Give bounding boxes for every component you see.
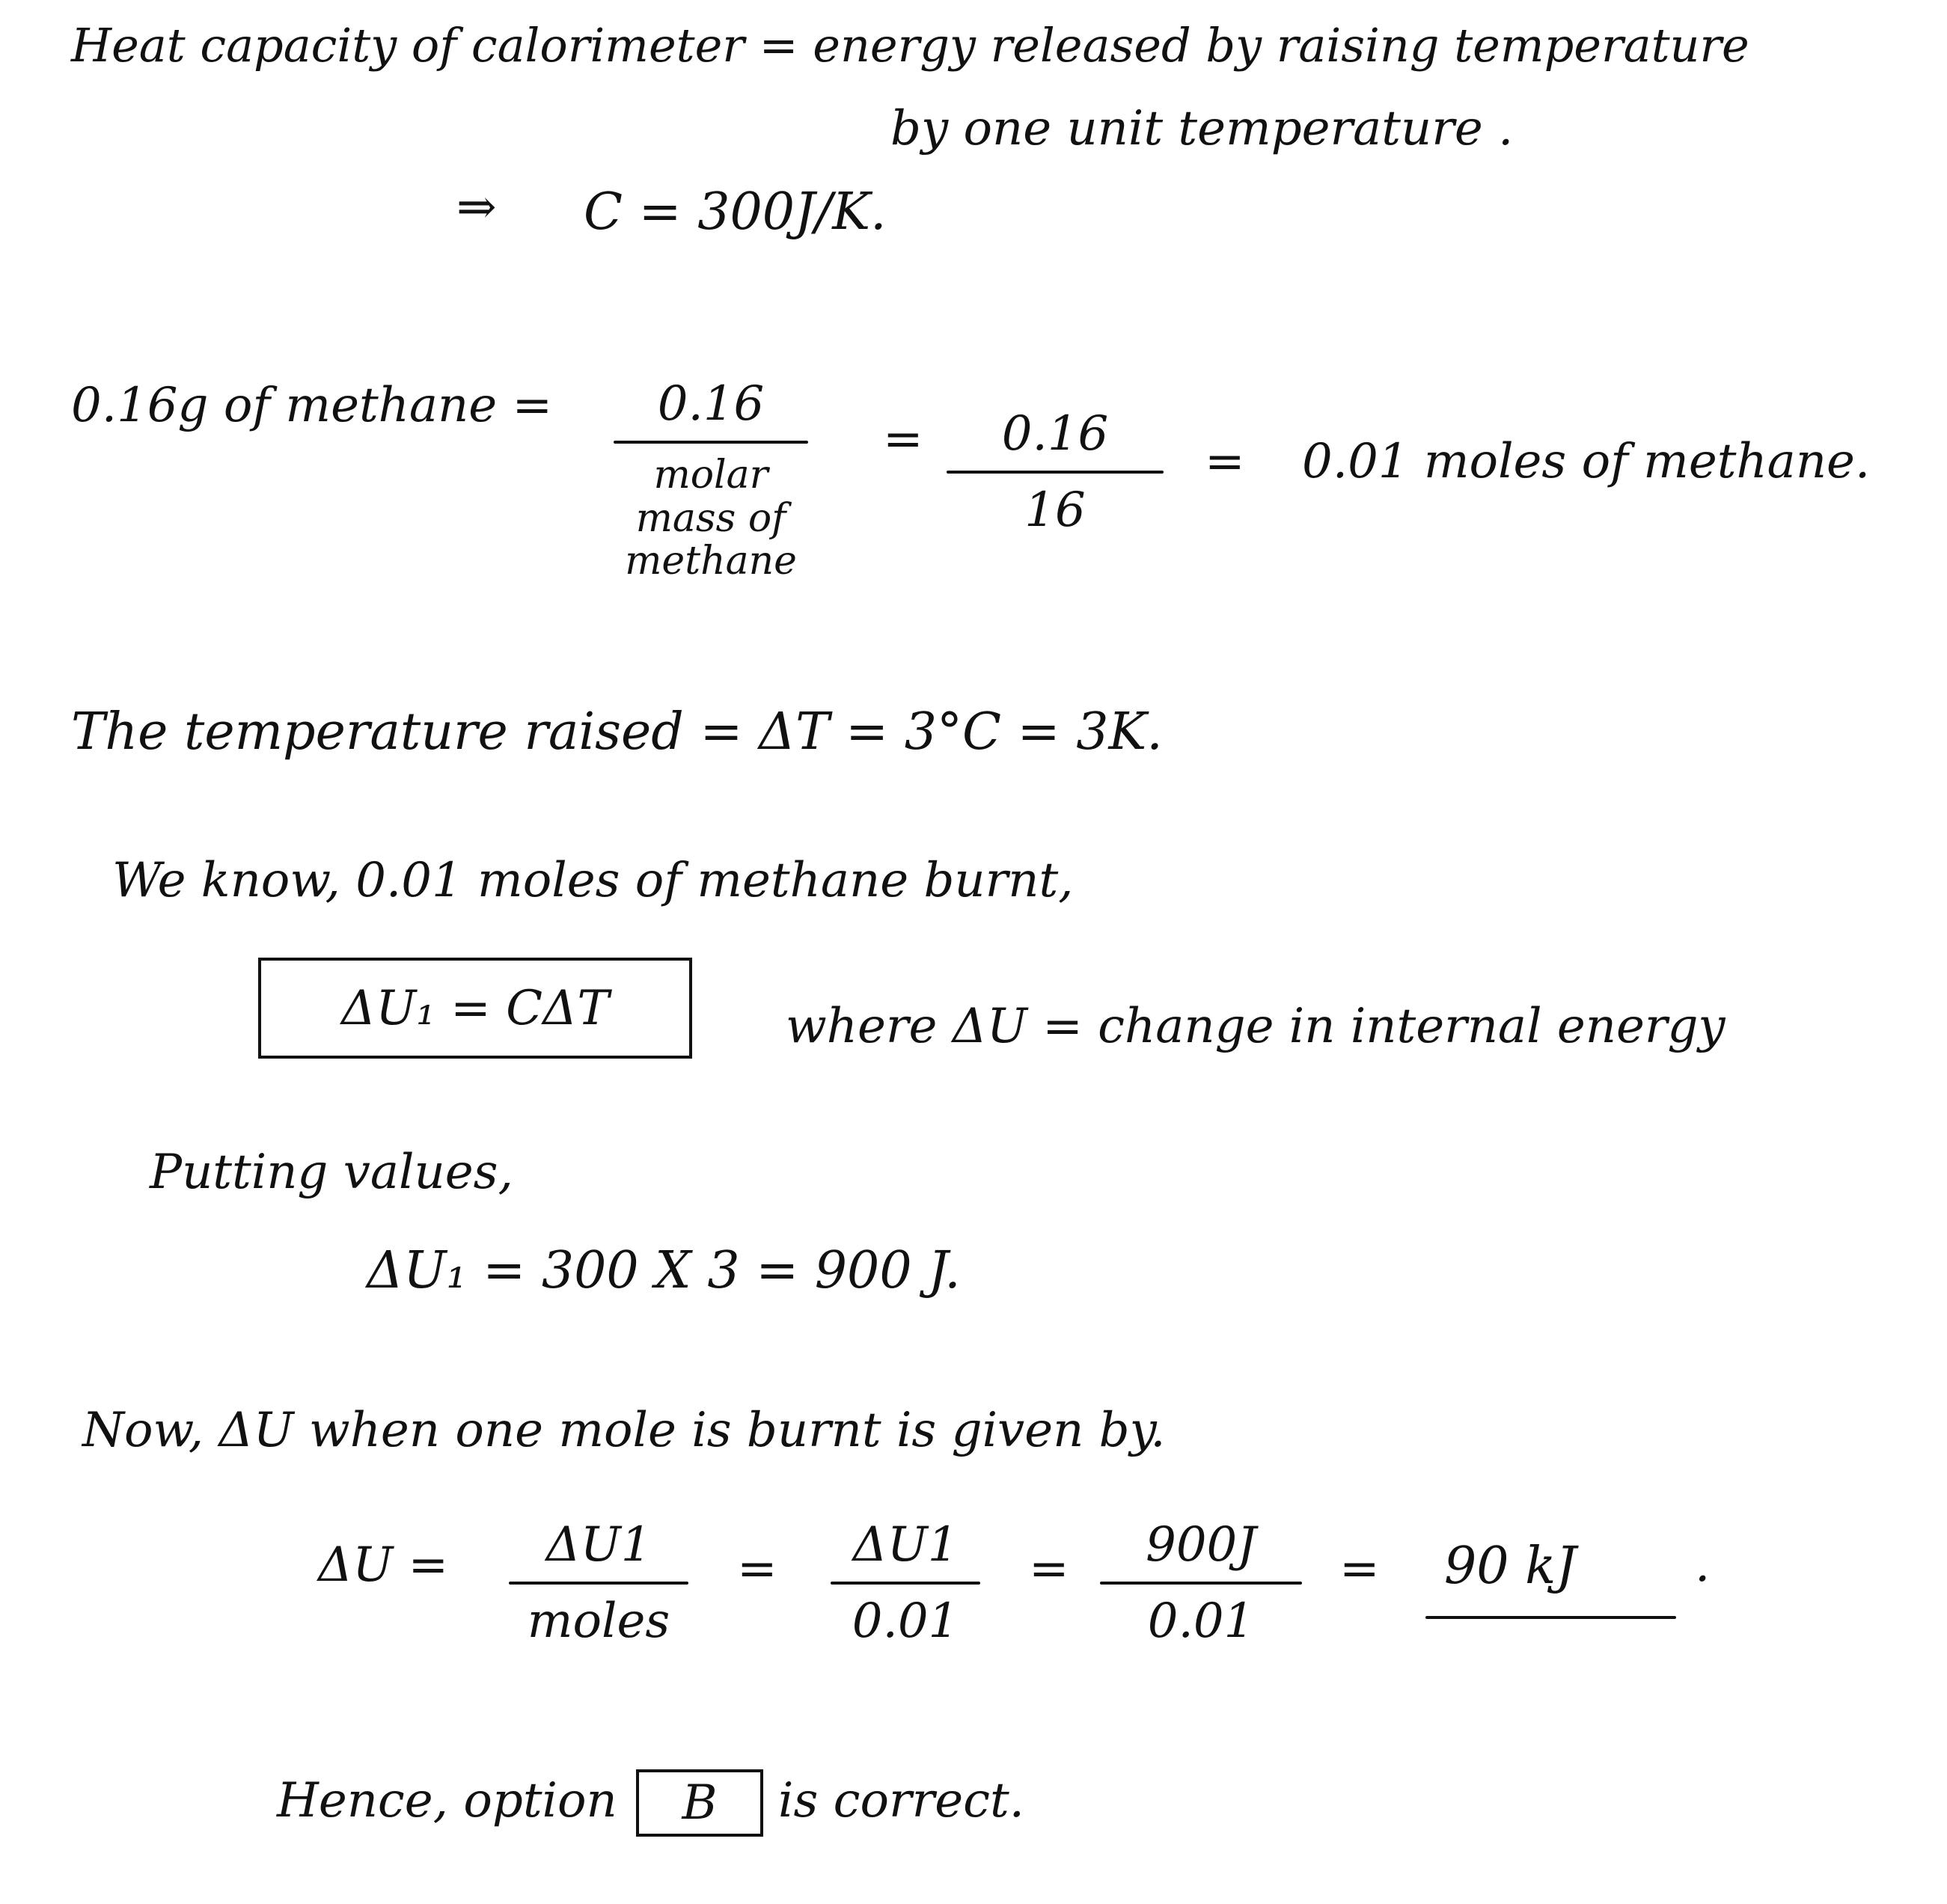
delta-u1-calculation: ΔU₁ = 300 X 3 = 900 J. — [367, 1241, 961, 1300]
per-mole-fraction-2-denominator: 0.01 — [852, 1594, 959, 1650]
final-answer-period: . — [1695, 1537, 1711, 1593]
temperature-raised: The temperature raised = ΔT = 3°C = 3K. — [71, 702, 1163, 762]
conclusion-prefix: Hence, option — [277, 1773, 617, 1828]
putting-values-label: Putting values, — [150, 1145, 513, 1200]
internal-energy-formula-box: ΔU₁ = CΔT — [258, 958, 692, 1059]
equals-sign: = — [883, 411, 923, 467]
per-mole-fraction-1-numerator: ΔU1 — [545, 1517, 652, 1573]
correct-option-box: B — [636, 1769, 763, 1837]
moles-fraction-1-denominator: molar mass of methane — [625, 453, 797, 584]
internal-energy-definition: where ΔU = change in internal energy — [786, 999, 1726, 1054]
per-mole-fraction-2-numerator: ΔU1 — [852, 1517, 959, 1573]
moles-burnt-statement: We know, 0.01 moles of methane burnt, — [112, 853, 1074, 908]
per-mole-fraction-2 — [831, 1519, 980, 1648]
per-mole-fraction-3-denominator: 0.01 — [1147, 1594, 1255, 1650]
equals-sign: = — [1029, 1541, 1069, 1597]
fraction-bar — [614, 441, 808, 444]
methane-mass-label: 0.16g of methane = — [71, 378, 553, 433]
moles-of-methane-result: 0.01 moles of methane. — [1302, 434, 1871, 489]
delta-u-label: ΔU = — [318, 1537, 449, 1593]
per-mole-fraction-3-numerator: 900J — [1146, 1517, 1256, 1573]
fraction-bar — [509, 1582, 688, 1585]
per-mole-fraction-1 — [509, 1519, 688, 1648]
final-answer-underline — [1425, 1616, 1676, 1619]
moles-fraction-1 — [614, 378, 808, 583]
per-mole-fraction-3 — [1100, 1519, 1302, 1648]
moles-fraction-2-denominator: 16 — [1024, 483, 1086, 539]
equals-sign: = — [737, 1541, 777, 1597]
implies-arrow: ⇒ — [456, 180, 497, 235]
equals-sign: = — [1339, 1541, 1380, 1597]
heat-capacity-definition-continued: by one unit temperature . — [890, 101, 1514, 156]
moles-fraction-1-numerator: 0.16 — [657, 376, 765, 432]
final-answer: 90 kJ — [1444, 1537, 1577, 1596]
fraction-bar — [947, 471, 1164, 474]
heat-capacity-value: C = 300J/K. — [584, 183, 887, 242]
per-mole-statement: Now, ΔU when one mole is burnt is given by. — [82, 1403, 1166, 1458]
moles-fraction-2-numerator: 0.16 — [1001, 406, 1109, 462]
equals-sign: = — [1205, 434, 1245, 489]
conclusion-suffix: is correct. — [778, 1773, 1024, 1828]
fraction-bar — [1100, 1582, 1302, 1585]
per-mole-fraction-1-denominator: moles — [527, 1594, 670, 1650]
fraction-bar — [831, 1582, 980, 1585]
moles-fraction-2 — [947, 408, 1164, 537]
heat-capacity-definition: Heat capacity of calorimeter = energy released by raising temperature — [71, 18, 1749, 73]
